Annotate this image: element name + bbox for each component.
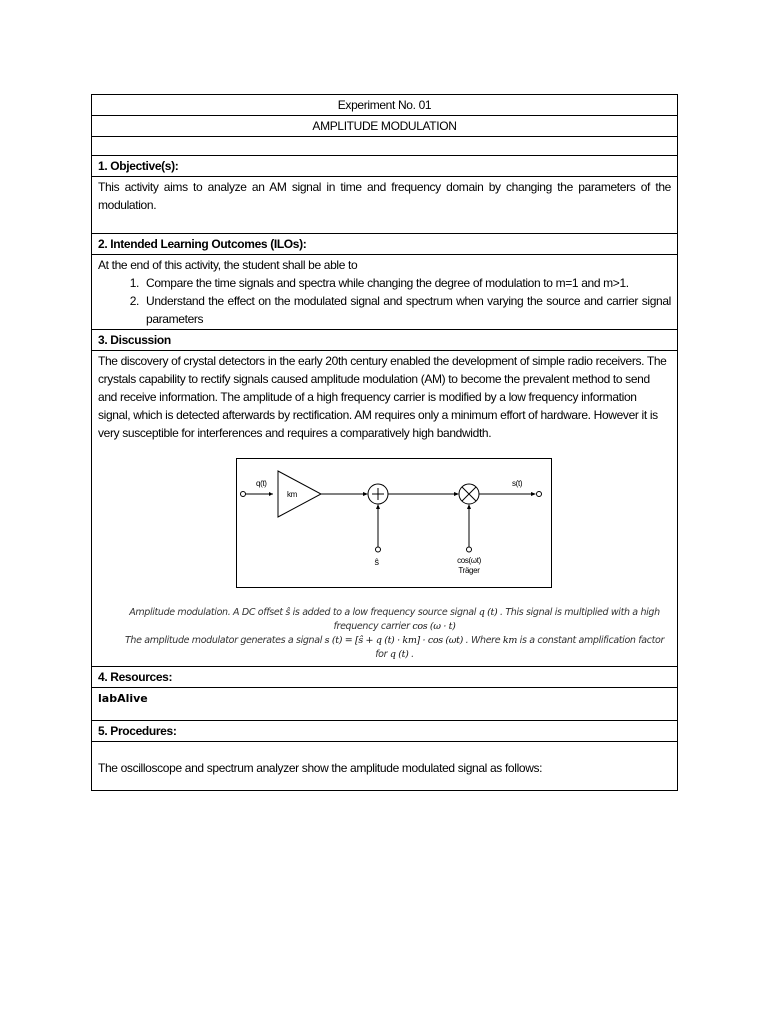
caption-math: s (t) = [ŝ + q (t) · km] · cos (ωt) xyxy=(324,635,463,646)
ilo-intro: At the end of this activity, the student shall be able to xyxy=(98,258,358,272)
mult-arrow xyxy=(454,492,459,496)
dc-arrow xyxy=(376,504,380,509)
carrier-label: cos(ωt) xyxy=(457,556,481,565)
resources-text: labAlive xyxy=(98,692,148,705)
caption-text: frequency carrier xyxy=(333,621,413,632)
caption-text: . xyxy=(408,649,414,660)
procedures-text: The oscilloscope and spectrum analyzer show the amplitude modulated signal as follows: xyxy=(92,742,678,791)
caption-math: cos (ω · t) xyxy=(412,621,456,632)
amplifier-triangle xyxy=(278,471,321,517)
carrier-arrow xyxy=(467,504,471,509)
caption-math: q (t) xyxy=(478,607,498,618)
caption-math: q (t) xyxy=(389,649,409,660)
caption-line-3 xyxy=(108,634,681,648)
dc-label: ŝ xyxy=(374,557,379,567)
ilo-item: 1. Compare the time signals and spectra while changing the degree of modulation to m=1 and m>1. xyxy=(142,274,671,292)
output-arrow xyxy=(531,492,536,496)
blank-row xyxy=(92,137,678,156)
resources-body xyxy=(92,688,678,721)
input-label: q(t) xyxy=(256,479,267,488)
discussion-text: The discovery of crystal detectors in the early 20th century enabled the development of simple radio receivers. The crystals capability to rectify signals caused amplitude modulation (AM) to become the prevalent method to send and receive information. The amplitude of a high frequency carrier is modified by a low frequency information signal, which is detected afterwards by rectification. AM requires only a minimum effort of hardware. However it is very susceptible for interferences and requires a comparatively high bandwidth. xyxy=(98,354,667,440)
caption-line-1 xyxy=(108,606,681,620)
ilo-item: 2. Understand the effect on the modulated signal and spectrum when varying the source and carrier signal parameters xyxy=(142,292,671,328)
caption-line-2 xyxy=(108,620,681,634)
adder-arrow xyxy=(363,492,368,496)
ilo-list xyxy=(98,274,671,328)
output-terminal xyxy=(537,492,542,497)
caption-math: km xyxy=(502,635,517,646)
caption-text: Amplitude modulation. A DC offset ŝ is added to a low frequency source signal xyxy=(129,607,479,618)
caption-text: . Where xyxy=(462,635,503,646)
caption-text: is a constant amplification factor xyxy=(517,635,665,646)
objective-heading: 1. Objective(s): xyxy=(92,156,678,177)
output-label: s(t) xyxy=(512,479,523,488)
caption-text: . This signal is multiplied with a high xyxy=(497,607,660,618)
input-terminal xyxy=(241,492,246,497)
procedures-heading: 5. Procedures: xyxy=(92,721,678,742)
diagram-caption xyxy=(108,606,681,662)
objective-text: This activity aims to analyze an AM signal in time and frequency domain by changing the parameters of the modulation. xyxy=(92,177,678,234)
am-block-diagram xyxy=(236,458,552,588)
experiment-table xyxy=(91,94,678,791)
amplifier-label: km xyxy=(287,490,297,499)
am-block-diagram-svg xyxy=(237,459,551,587)
discussion-heading: 3. Discussion xyxy=(92,330,678,351)
resources-heading: 4. Resources: xyxy=(92,667,678,688)
carrier-terminal xyxy=(467,547,472,552)
input-arrow xyxy=(269,492,273,496)
experiment-sheet xyxy=(91,94,678,791)
dc-terminal xyxy=(376,547,381,552)
experiment-title: AMPLITUDE MODULATION xyxy=(92,116,678,137)
carrier-sublabel: Träger xyxy=(458,566,480,575)
experiment-number: Experiment No. 01 xyxy=(92,95,678,116)
discussion-body xyxy=(92,351,678,667)
ilo-heading: 2. Intended Learning Outcomes (ILOs): xyxy=(92,234,678,255)
caption-text: The amplitude modulator generates a signal xyxy=(124,635,325,646)
caption-line-4 xyxy=(108,648,681,662)
caption-text: for xyxy=(375,649,390,660)
ilo-body xyxy=(92,255,678,330)
